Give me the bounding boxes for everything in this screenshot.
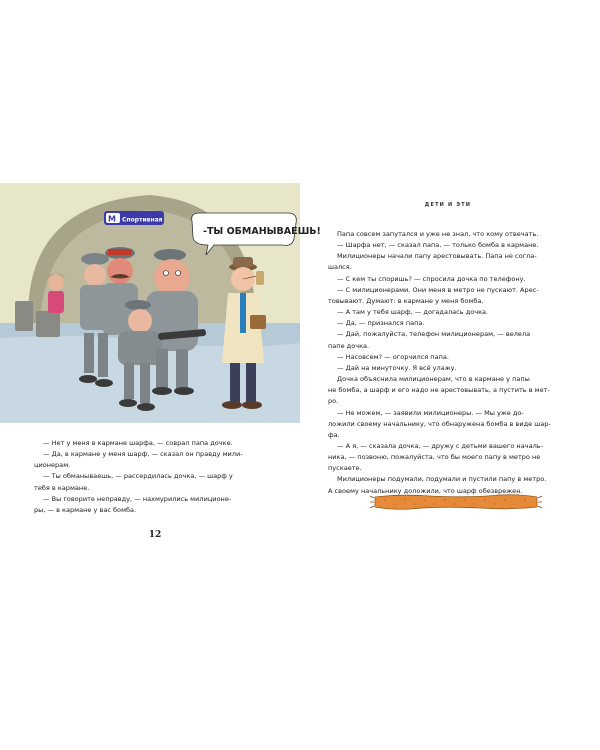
paragraph: — Вы говорите неправду, — нахмурились милиционе- ры, — в кармане у вас бомба. <box>34 494 232 514</box>
page-number: 12 <box>148 530 162 540</box>
paragraph: — Дай, пожалуйста, телефон милиционерам, — велела папе дочка. <box>328 330 531 350</box>
svg-text:М: М <box>108 214 116 224</box>
svg-text:Спортивная: Спортивная <box>122 216 163 224</box>
paragraph: — Шарфа нет, — сказал папа, — только бомба в кармане. <box>337 241 539 250</box>
paragraph: — Ты обманываешь, — рассердилась дочка, — шарф у тебя в кармане. <box>34 472 233 492</box>
paragraph: — Да, — признался папа. <box>337 319 425 328</box>
background-woman <box>47 273 65 313</box>
paragraph: Милиционеры начали папу арестовывать. Папа не согла- шался. <box>328 252 537 272</box>
paragraph: — Насовсем? — огорчился папа. <box>337 352 449 361</box>
paragraph: — С кем ты споришь? — спросила дочка по телефону. <box>337 274 526 283</box>
metro-station-sign <box>104 211 164 225</box>
paragraph: — А там у тебя шарф, — догадалась дочка. <box>337 308 489 317</box>
illustration-police-metro <box>0 183 321 423</box>
paragraph: — Не можем, — заявили милиционеры. — Мы уже до- ложили своему начальнику, что обнаружена бомба в виде шар- фа. <box>328 408 551 439</box>
paragraph: Папа совсем запутался и уже не знал, что кому отвечать. <box>337 230 539 238</box>
paragraph: — Дай на минуточку. Я всё улажу. <box>337 363 457 372</box>
paragraph: — А я, — сказала дочка, — дружу с детьми вашего началь- ника, — позвоню, пожалуйста, что бы моего папу в метро не пускаете. <box>328 441 543 473</box>
right-page-text <box>328 229 566 497</box>
scarf-illustration <box>370 492 542 512</box>
paragraph: Милиционеры подумали, подумали и пустили папу в метро. А своему начальнику доложили, что шарф обезврежен. <box>328 475 547 495</box>
paragraph: — Нет у меня в кармане шарфа, — соврал папа дочке. <box>43 439 233 447</box>
left-page-text <box>34 438 271 516</box>
paragraph: — С милиционерами. Они меня в метро не пускают. Арес- товывают. Думают: в кармане у меня бомба. <box>328 285 539 305</box>
paragraph: — Да, в кармане у меня шарф, — сказал он правду мили- ционерам. <box>34 450 243 470</box>
svg-text:-ТЫ ОБМАНЫВАЕШЬ!: -ТЫ ОБМАНЫВАЕШЬ! <box>203 226 321 237</box>
paragraph: Дочка объяснила милиционерам, что в кармане у папы не бомба, а шарф и его надо не арестовывать, а пустить в мет- ро. <box>328 375 550 406</box>
running-header: ДЕТИ И ЭТИ <box>424 202 472 208</box>
